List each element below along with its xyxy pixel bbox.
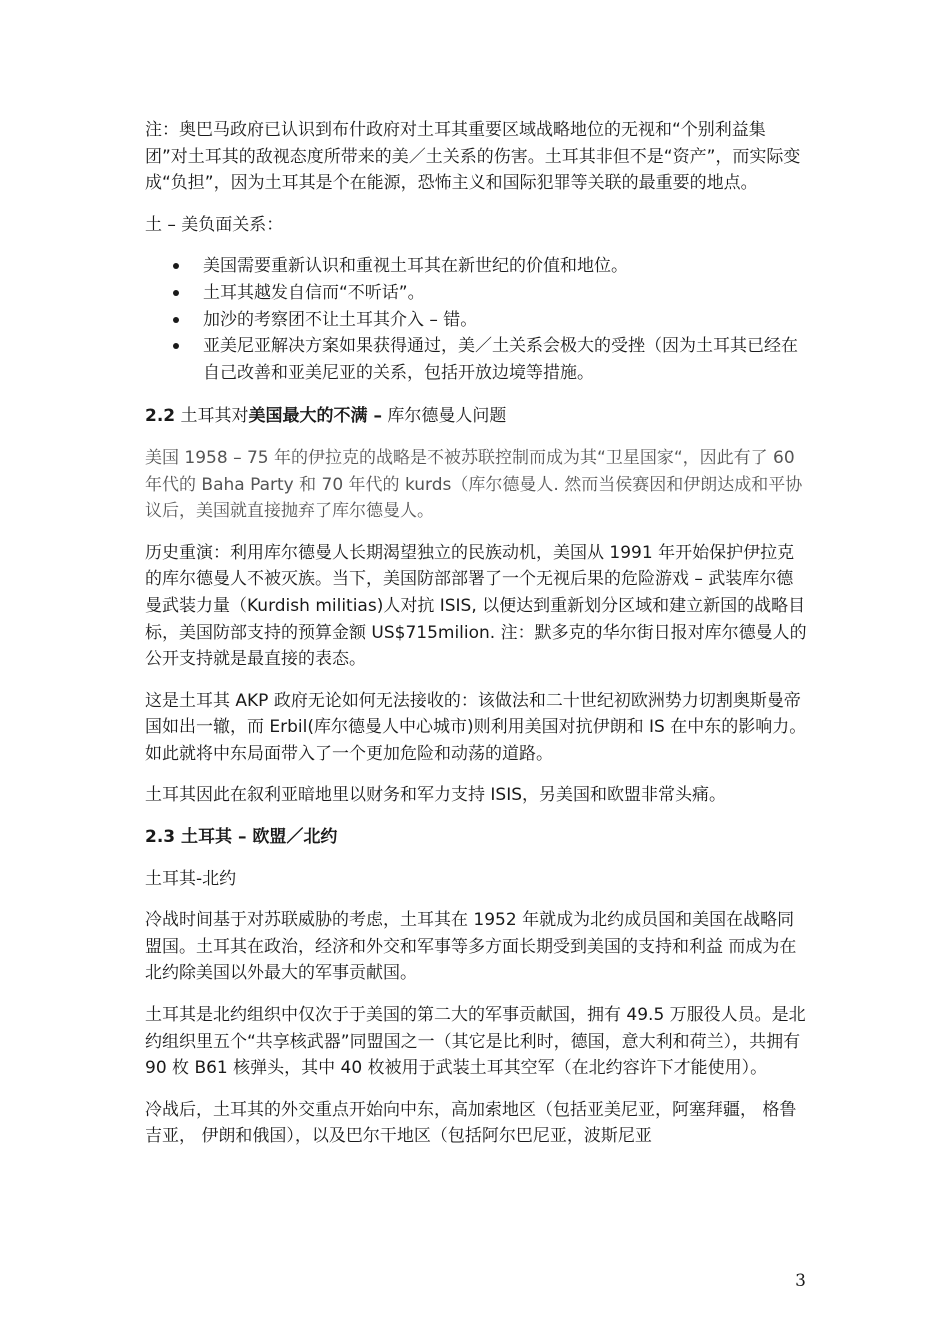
history-repeat-paragraph: 历史重演：利用库尔德曼人长期渴望独立的民族动机，美国从 1991 年开始保护伊拉克的库尔德曼人不被灭族。当下，美国防部部署了一个无视后果的危险游戏 – 武装库尔德曼武装力量（Kurdish militias)人对抗 ISIS, 以便达到重新划分区域和建立新国的战略目标，美国防部支持的预算金额 US$715milion. 注：默多克的华尔街日报对库尔德曼人的公开支持就是最直接的表态。 [145,542,807,670]
list-item: 土耳其越发自信而“不听话”。 [203,280,808,307]
negative-relations-label: 土 – 美负面关系： [145,214,284,235]
section-heading-2-3: 2.3 土耳其 – 欧盟／北约 [145,827,338,848]
second-largest-paragraph: 土耳其是北约组织中仅次于于美国的第二大的军事贡献国，拥有 49.5 万服役人员。是北约组织里五个“共享核武器”同盟国之一（其它是比利时，德国，意大利和荷兰），共拥有 90 枚 B61 核弹头，其中 40 枚被用于武装土耳其空军（在北约容许下才能使用）。 [145,1005,806,1079]
turkey-nato-label: 土耳其-北约 [145,868,237,889]
negative-relations-list [145,253,808,386]
bullet-icon [173,290,179,296]
list-item: 加沙的考察团不让土耳其介入 – 错。 [203,307,808,334]
section-heading-2-2: 2.2 土耳其对美国最大的不满 – 库尔德曼人问题 [145,406,507,427]
bullet-icon [173,317,179,323]
note-paragraph: 注：奥巴马政府已认识到布什政府对土耳其重要区域战略地位的无视和“个别利益集团”对土耳其的敌视态度所带来的美／土关系的伤害。土耳其非但不是“资产”，而实际变成“负担”，因为土耳其是个在能源，恐怖主义和国际犯罪等关联的最重要的地点。 [145,120,801,194]
cold-war-paragraph: 冷战时间基于对苏联威胁的考虑，土耳其在 1952 年就成为北约成员国和美国在战略同盟国。土耳其在政治，经济和外交和军事等多方面长期受到美国的支持和利益 而成为在北约除美国以外最大的军事贡献国。 [145,910,797,984]
section-heading-emphasis: 美国最大的不满 – [248,406,382,427]
bullet-icon [173,263,179,269]
page-number: 3 [795,1271,806,1291]
after-cold-war-paragraph: 冷战后，土耳其的外交重点开始向中东，高加索地区（包括亚美尼亚，阿塞拜疆， 格鲁吉亚， 伊朗和俄国），以及巴尔干地区（包括阿尔巴尼亚，波斯尼亚 [145,1099,797,1147]
list-item: 亚美尼亚解决方案如果获得通过，美／土关系会极大的受挫（因为土耳其已经在自己改善和亚美尼亚的关系，包括开放边境等措施。 [203,333,808,386]
isis-support-paragraph: 土耳其因此在叙利亚暗地里以财务和军力支持 ISIS，另美国和欧盟非常头痛。 [145,785,727,806]
bullet-icon [173,343,179,349]
section-number: 2.2 [145,406,176,427]
kurds-history-paragraph: 美国 1958 – 75 年的伊拉克的战略是不被苏联控制而成为其“卫星国家“，因此有了 60 年代的 Baha Party 和 70 年代的 kurds（库尔德曼人. 然而当侯赛因和伊朗达成和平协议后，美国就直接抛弃了库尔德曼人。 [145,447,803,522]
list-item: 美国需要重新认识和重视土耳其在新世纪的价值和地位。 [203,253,808,280]
akp-paragraph: 这是土耳其 AKP 政府无论如何无法接收的：该做法和二十世纪初欧洲势力切割奥斯曼帝国如出一辙，而 Erbil(库尔德曼人中心城市)则利用美国对抗伊朗和 IS 在中东的影响力。如此就将中东局面带入了一个更加危险和动荡的道路。 [145,690,807,764]
